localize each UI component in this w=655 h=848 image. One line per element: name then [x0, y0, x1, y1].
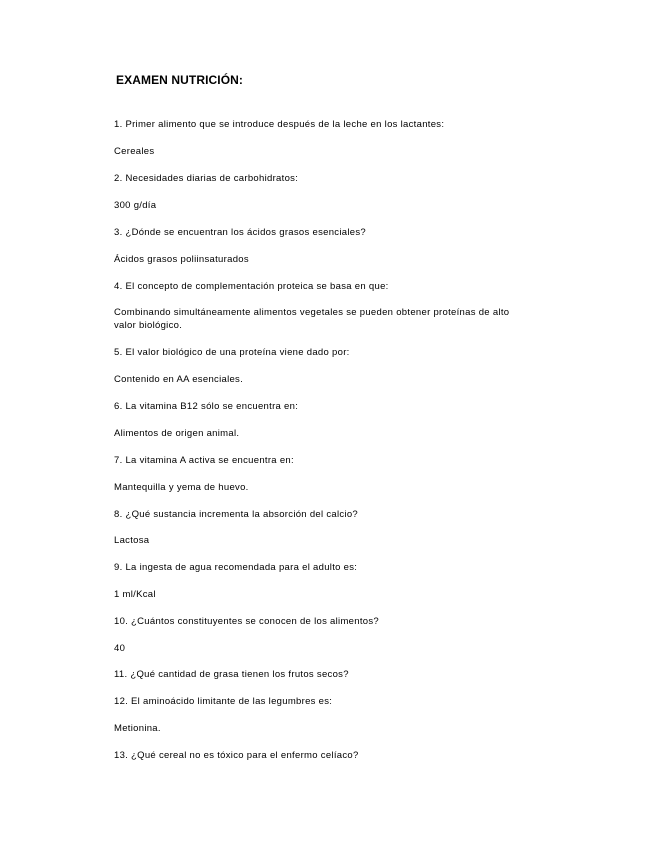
question-11: 11. ¿Qué cantidad de grasa tienen los frutos secos? — [114, 669, 349, 680]
answer-4: Combinando simultáneamente alimentos vegetales se pueden obtener proteínas de alto valor biológico. — [114, 307, 510, 331]
answer-6: Alimentos de origen animal. — [114, 428, 240, 439]
question-2: 2. Necesidades diarias de carbohidratos: — [114, 173, 299, 184]
answer-8: Lactosa — [114, 535, 150, 546]
page-title: EXAMEN NUTRICIÓN: — [116, 73, 244, 87]
answer-12: Metionina. — [114, 723, 161, 734]
question-6: 6. La vitamina B12 sólo se encuentra en: — [114, 401, 299, 412]
answer-2: 300 g/día — [114, 200, 157, 211]
question-5: 5. El valor biológico de una proteína viene dado por: — [114, 347, 350, 358]
question-3: 3. ¿Dónde se encuentran los ácidos grasos esenciales? — [114, 227, 366, 238]
answer-5: Contenido en AA esenciales. — [114, 374, 244, 385]
answer-1: Cereales — [114, 146, 155, 157]
question-4: 4. El concepto de complementación proteica se basa en que: — [114, 281, 389, 292]
answer-9: 1 ml/Kcal — [114, 589, 156, 600]
question-13: 13. ¿Qué cereal no es tóxico para el enfermo celíaco? — [114, 750, 359, 761]
answer-10: 40 — [114, 643, 126, 654]
question-8: 8. ¿Qué sustancia incrementa la absorción del calcio? — [114, 509, 359, 520]
answer-7: Mantequilla y yema de huevo. — [114, 482, 249, 493]
question-9: 9. La ingesta de agua recomendada para el adulto es: — [114, 562, 358, 573]
question-1: 1. Primer alimento que se introduce después de la leche en los lactantes: — [114, 119, 445, 130]
question-10: 10. ¿Cuántos constituyentes se conocen de los alimentos? — [114, 616, 380, 627]
question-7: 7. La vitamina A activa se encuentra en: — [114, 455, 294, 466]
question-12: 12. El aminoácido limitante de las legumbres es: — [114, 696, 333, 707]
answer-3: Ácidos grasos poliinsaturados — [114, 254, 249, 265]
